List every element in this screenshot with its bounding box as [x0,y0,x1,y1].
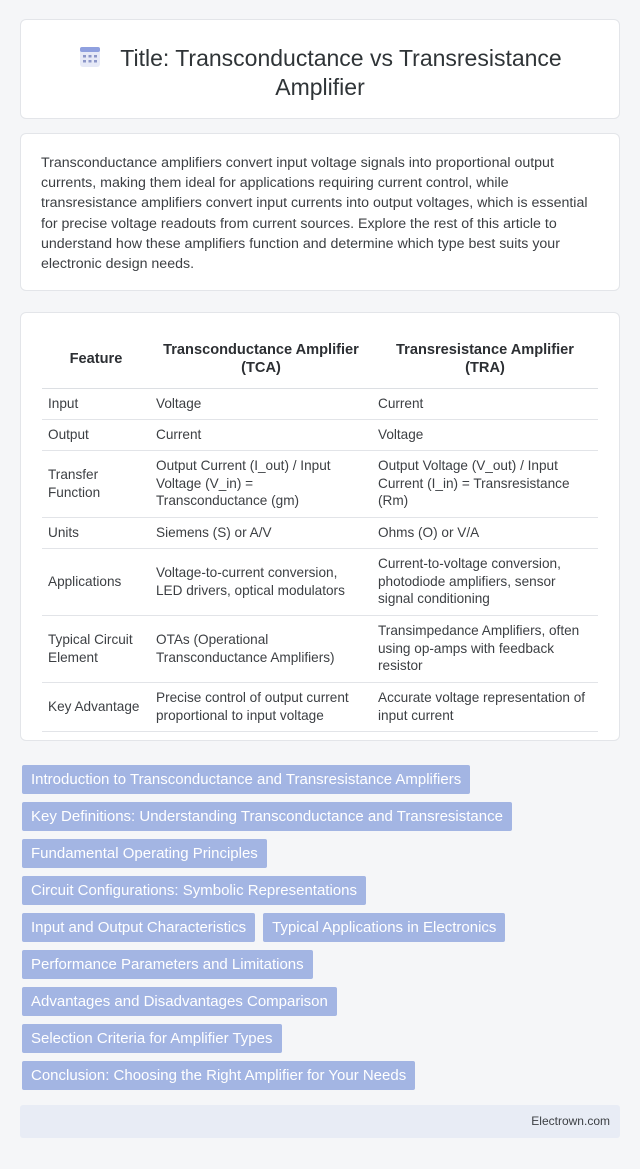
title-card [20,19,620,119]
table-cell: Key Advantage [42,682,150,731]
table-cell: Output Current (I_out) / Input Voltage (V_in) = Transconductance (gm) [150,450,372,517]
table-icon [78,45,102,69]
table-cell: Units [42,517,150,548]
header-tra: Transresistance Amplifier (TRA) [372,330,598,388]
table-row [42,450,598,517]
intro-card [20,133,620,291]
link-row [22,839,622,868]
table-row [42,548,598,615]
table-cell: Voltage-to-current conversion, LED drivers, optical modulators [150,548,372,615]
table-cell: Output Voltage (V_out) / Input Current (I_in) = Transresistance (Rm) [372,450,598,517]
link-row [22,1024,622,1053]
link-row [22,987,622,1016]
link-row [22,876,622,905]
comparison-table [42,330,598,732]
topic-link-conclusion[interactable]: Conclusion: Choosing the Right Amplifier for Your Needs [22,1061,415,1090]
table-row [42,419,598,450]
table-cell: Current [150,419,372,450]
table-cell: Output [42,419,150,450]
comparison-table-card [20,312,620,741]
topic-link-io-characteristics[interactable]: Input and Output Characteristics [22,913,255,942]
topic-links [22,765,622,1098]
table-row [42,517,598,548]
page-title [21,44,619,102]
title-line-2: Amplifier [275,74,365,100]
topic-link-introduction[interactable]: Introduction to Transconductance and Transresistance Amplifiers [22,765,470,794]
table-cell: Applications [42,548,150,615]
table-cell: Accurate voltage representation of input current [372,682,598,731]
footer [20,1105,620,1138]
table-cell: Voltage [372,419,598,450]
topic-link-advantages-disadvantages[interactable]: Advantages and Disadvantages Comparison [22,987,337,1016]
table-cell: OTAs (Operational Transconductance Amplifiers) [150,615,372,682]
header-feature: Feature [42,330,150,388]
table-cell: Transimpedance Amplifiers, often using op-amps with feedback resistor [372,615,598,682]
table-cell: Input [42,388,150,419]
table-row [42,615,598,682]
topic-link-operating-principles[interactable]: Fundamental Operating Principles [22,839,267,868]
table-cell: Current [372,388,598,419]
table-cell: Ohms (O) or V/A [372,517,598,548]
table-cell: Voltage [150,388,372,419]
header-tca: Transconductance Amplifier (TCA) [150,330,372,388]
table-cell: Precise control of output current proportional to input voltage [150,682,372,731]
table-row [42,682,598,731]
table-cell: Current-to-voltage conversion, photodiode amplifiers, sensor signal conditioning [372,548,598,615]
table-cell: Siemens (S) or A/V [150,517,372,548]
table-header-row [42,330,598,388]
topic-link-performance-parameters[interactable]: Performance Parameters and Limitations [22,950,313,979]
link-row [22,913,622,942]
table-row [42,388,598,419]
topic-link-typical-applications[interactable]: Typical Applications in Electronics [263,913,505,942]
intro-paragraph: Transconductance amplifiers convert input voltage signals into proportional output currents, making them ideal for applications requiring current control, while transresistance amplifiers convert input currents into output voltages, which is essential for precise voltage readouts from current sources. Explore the rest of this article to understand how these amplifiers function and determine which type best suits your electronic design needs. [41,155,588,273]
topic-link-key-definitions[interactable]: Key Definitions: Understanding Transconductance and Transresistance [22,802,512,831]
table-cell: Typical Circuit Element [42,615,150,682]
table-cell: Transfer Function [42,450,150,517]
link-row [22,802,622,831]
link-row [22,1061,622,1090]
topic-link-selection-criteria[interactable]: Selection Criteria for Amplifier Types [22,1024,282,1053]
link-row [22,950,622,979]
topic-link-circuit-configurations[interactable]: Circuit Configurations: Symbolic Representations [22,876,366,905]
title-line-1: Title: Transconductance vs Transresistance [120,45,562,71]
footer-site-name[interactable]: Electrown.com [531,1114,610,1128]
link-row [22,765,622,794]
